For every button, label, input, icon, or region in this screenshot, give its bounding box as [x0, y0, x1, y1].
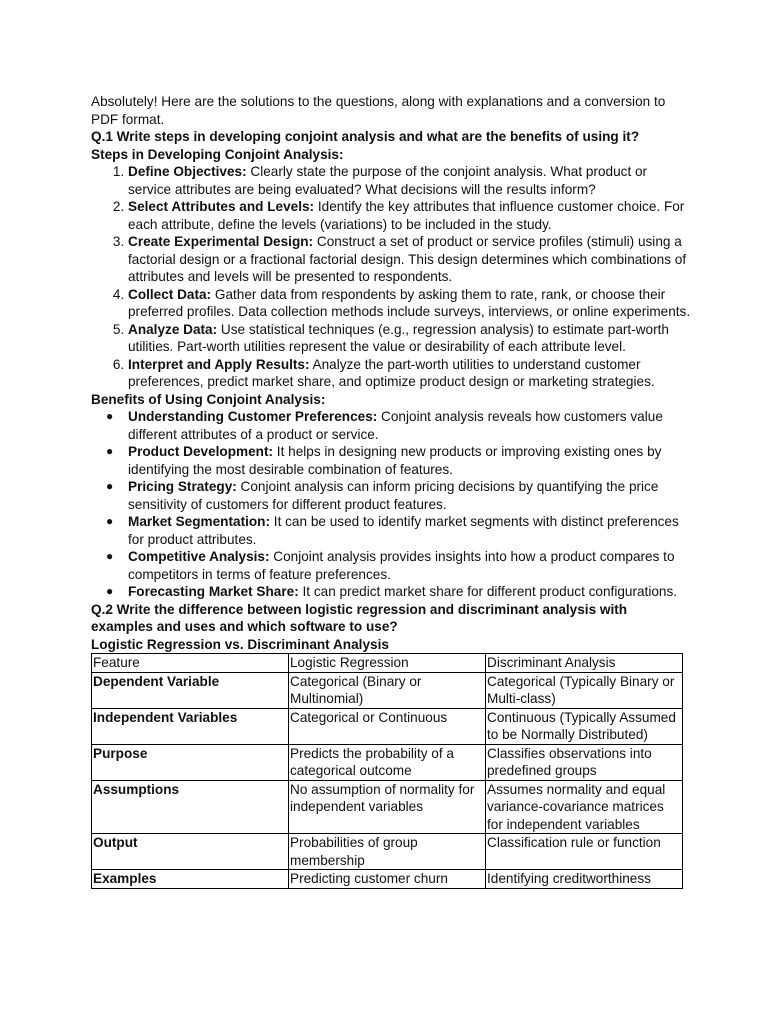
bullet-icon: ●: [106, 479, 114, 493]
benefits-list: [91, 408, 691, 601]
benefit-text: Conjoint analysis reveals how customers value different attributes of a product or service.: [128, 409, 663, 442]
benefits-heading: Benefits of Using Conjoint Analysis:: [91, 391, 326, 407]
benefit-text: It can predict market share for different product configurations.: [298, 584, 678, 599]
step-term: Define Objectives:: [128, 164, 247, 179]
list-item: [128, 233, 691, 286]
table-cell: Classification rule or function: [486, 834, 683, 870]
table-cell: Identifying creditworthiness: [486, 870, 683, 889]
bullet-icon: ●: [106, 584, 114, 598]
step-term: Collect Data:: [128, 286, 212, 302]
feature-cell: Output: [92, 834, 289, 870]
step-term: Interpret and Apply Results:: [128, 356, 310, 372]
step-text: Use statistical techniques (e.g., regression analysis) to estimate part-worth utilities. Part-worth utilities represent the value or desirability of each attribute level.: [128, 321, 669, 354]
list-item: [106, 583, 691, 601]
benefit-text: It can be used to identify market segments with distinct preferences for product attributes.: [128, 514, 679, 547]
table-cell: Categorical (Binary or Multinomial): [289, 672, 486, 708]
table-heading: Logistic Regression vs. Discriminant Analysis: [91, 636, 389, 652]
list-item: [128, 321, 691, 356]
feature-cell: Assumptions: [92, 780, 289, 834]
benefit-term: Market Segmentation:: [128, 514, 271, 529]
bullet-icon: ●: [106, 514, 114, 528]
benefit-term: Product Development:: [128, 444, 274, 459]
table-cell: Predicting customer churn: [289, 870, 486, 889]
list-item: [128, 163, 691, 198]
feature-cell: Dependent Variable: [92, 672, 289, 708]
benefit-text: Conjoint analysis can inform pricing decisions by quantifying the price sensitivity of customers for different product features.: [128, 479, 659, 512]
table-cell: Predicts the probability of a categorical outcome: [289, 744, 486, 780]
q2-title: Q.2 Write the difference between logistic regression and discriminant analysis with examples and uses and which software to use?: [91, 601, 628, 634]
list-item: [106, 478, 691, 513]
steps-heading: Steps in Developing Conjoint Analysis:: [91, 146, 344, 162]
list-item: [128, 198, 691, 233]
benefit-term: Forecasting Market Share:: [128, 584, 299, 599]
header-cell: Discriminant Analysis: [486, 654, 683, 673]
header-cell: Feature: [92, 654, 289, 673]
header-cell: Logistic Regression: [289, 654, 486, 673]
list-item: [128, 356, 691, 391]
table-cell: Continuous (Typically Assumed to be Normally Distributed): [486, 708, 683, 744]
table-row: [92, 708, 683, 744]
intro-paragraph: Absolutely! Here are the solutions to the questions, along with explanations and a conversion to PDF format.: [91, 94, 666, 127]
list-item: [128, 286, 691, 321]
table-cell: Assumes normality and equal variance-covariance matrices for independent variables: [486, 780, 683, 834]
table-cell: Probabilities of group membership: [289, 834, 486, 870]
step-text: Clearly state the purpose of the conjoint analysis. What product or service attributes are being evaluated? What decisions will the results inform?: [128, 164, 648, 197]
step-text: Construct a set of product or service profiles (stimuli) using a factorial design or a fractional factorial design. This design determines which combinations of attributes and levels will be presented to respondents.: [128, 234, 687, 284]
q1-title: Q.1 Write steps in developing conjoint analysis and what are the benefits of using it?: [91, 129, 640, 144]
feature-cell: Purpose: [92, 744, 289, 780]
benefit-term: Understanding Customer Preferences:: [128, 409, 378, 424]
table-row: [92, 744, 683, 780]
table-row: [92, 672, 683, 708]
list-item: [106, 443, 691, 478]
table-header-row: [92, 654, 683, 673]
feature-cell: Examples: [92, 870, 289, 889]
step-text: Analyze the part-worth utilities to understand customer preferences, predict market share, and optimize product design or marketing strategies.: [128, 356, 655, 389]
list-item: [106, 548, 691, 583]
table-cell: Classifies observations into predefined groups: [486, 744, 683, 780]
benefit-term: Pricing Strategy:: [128, 479, 237, 494]
step-term: Create Experimental Design:: [128, 234, 314, 249]
feature-cell: Independent Variables: [92, 708, 289, 744]
table-row: [92, 780, 683, 834]
table-cell: Categorical (Typically Binary or Multi-class): [486, 672, 683, 708]
benefit-term: Competitive Analysis:: [128, 549, 270, 564]
step-text: Identify the key attributes that influence customer choice. For each attribute, define the levels (variations) to be included in the study.: [128, 199, 685, 232]
list-item: [106, 408, 691, 443]
bullet-icon: ●: [106, 549, 114, 563]
table-cell: Categorical or Continuous: [289, 708, 486, 744]
table-row: [92, 834, 683, 870]
document-page: [91, 93, 691, 889]
table-row: [92, 870, 683, 889]
list-item: [106, 513, 691, 548]
benefit-text: Conjoint analysis provides insights into how a product compares to competitors in terms of feature preferences.: [128, 549, 675, 582]
benefit-text: It helps in designing new products or improving existing ones by identifying the most desirable combination of features.: [128, 444, 662, 477]
step-term: Analyze Data:: [128, 321, 218, 337]
table-cell: No assumption of normality for independent variables: [289, 780, 486, 834]
bullet-icon: ●: [106, 444, 114, 458]
bullet-icon: ●: [106, 409, 114, 423]
comparison-table: [91, 653, 683, 889]
step-term: Select Attributes and Levels:: [128, 199, 315, 214]
step-text: Gather data from respondents by asking them to rate, rank, or choose their preferred profiles. Data collection methods include surveys, interviews, or online experiments.: [128, 286, 691, 319]
steps-list: [91, 163, 691, 391]
